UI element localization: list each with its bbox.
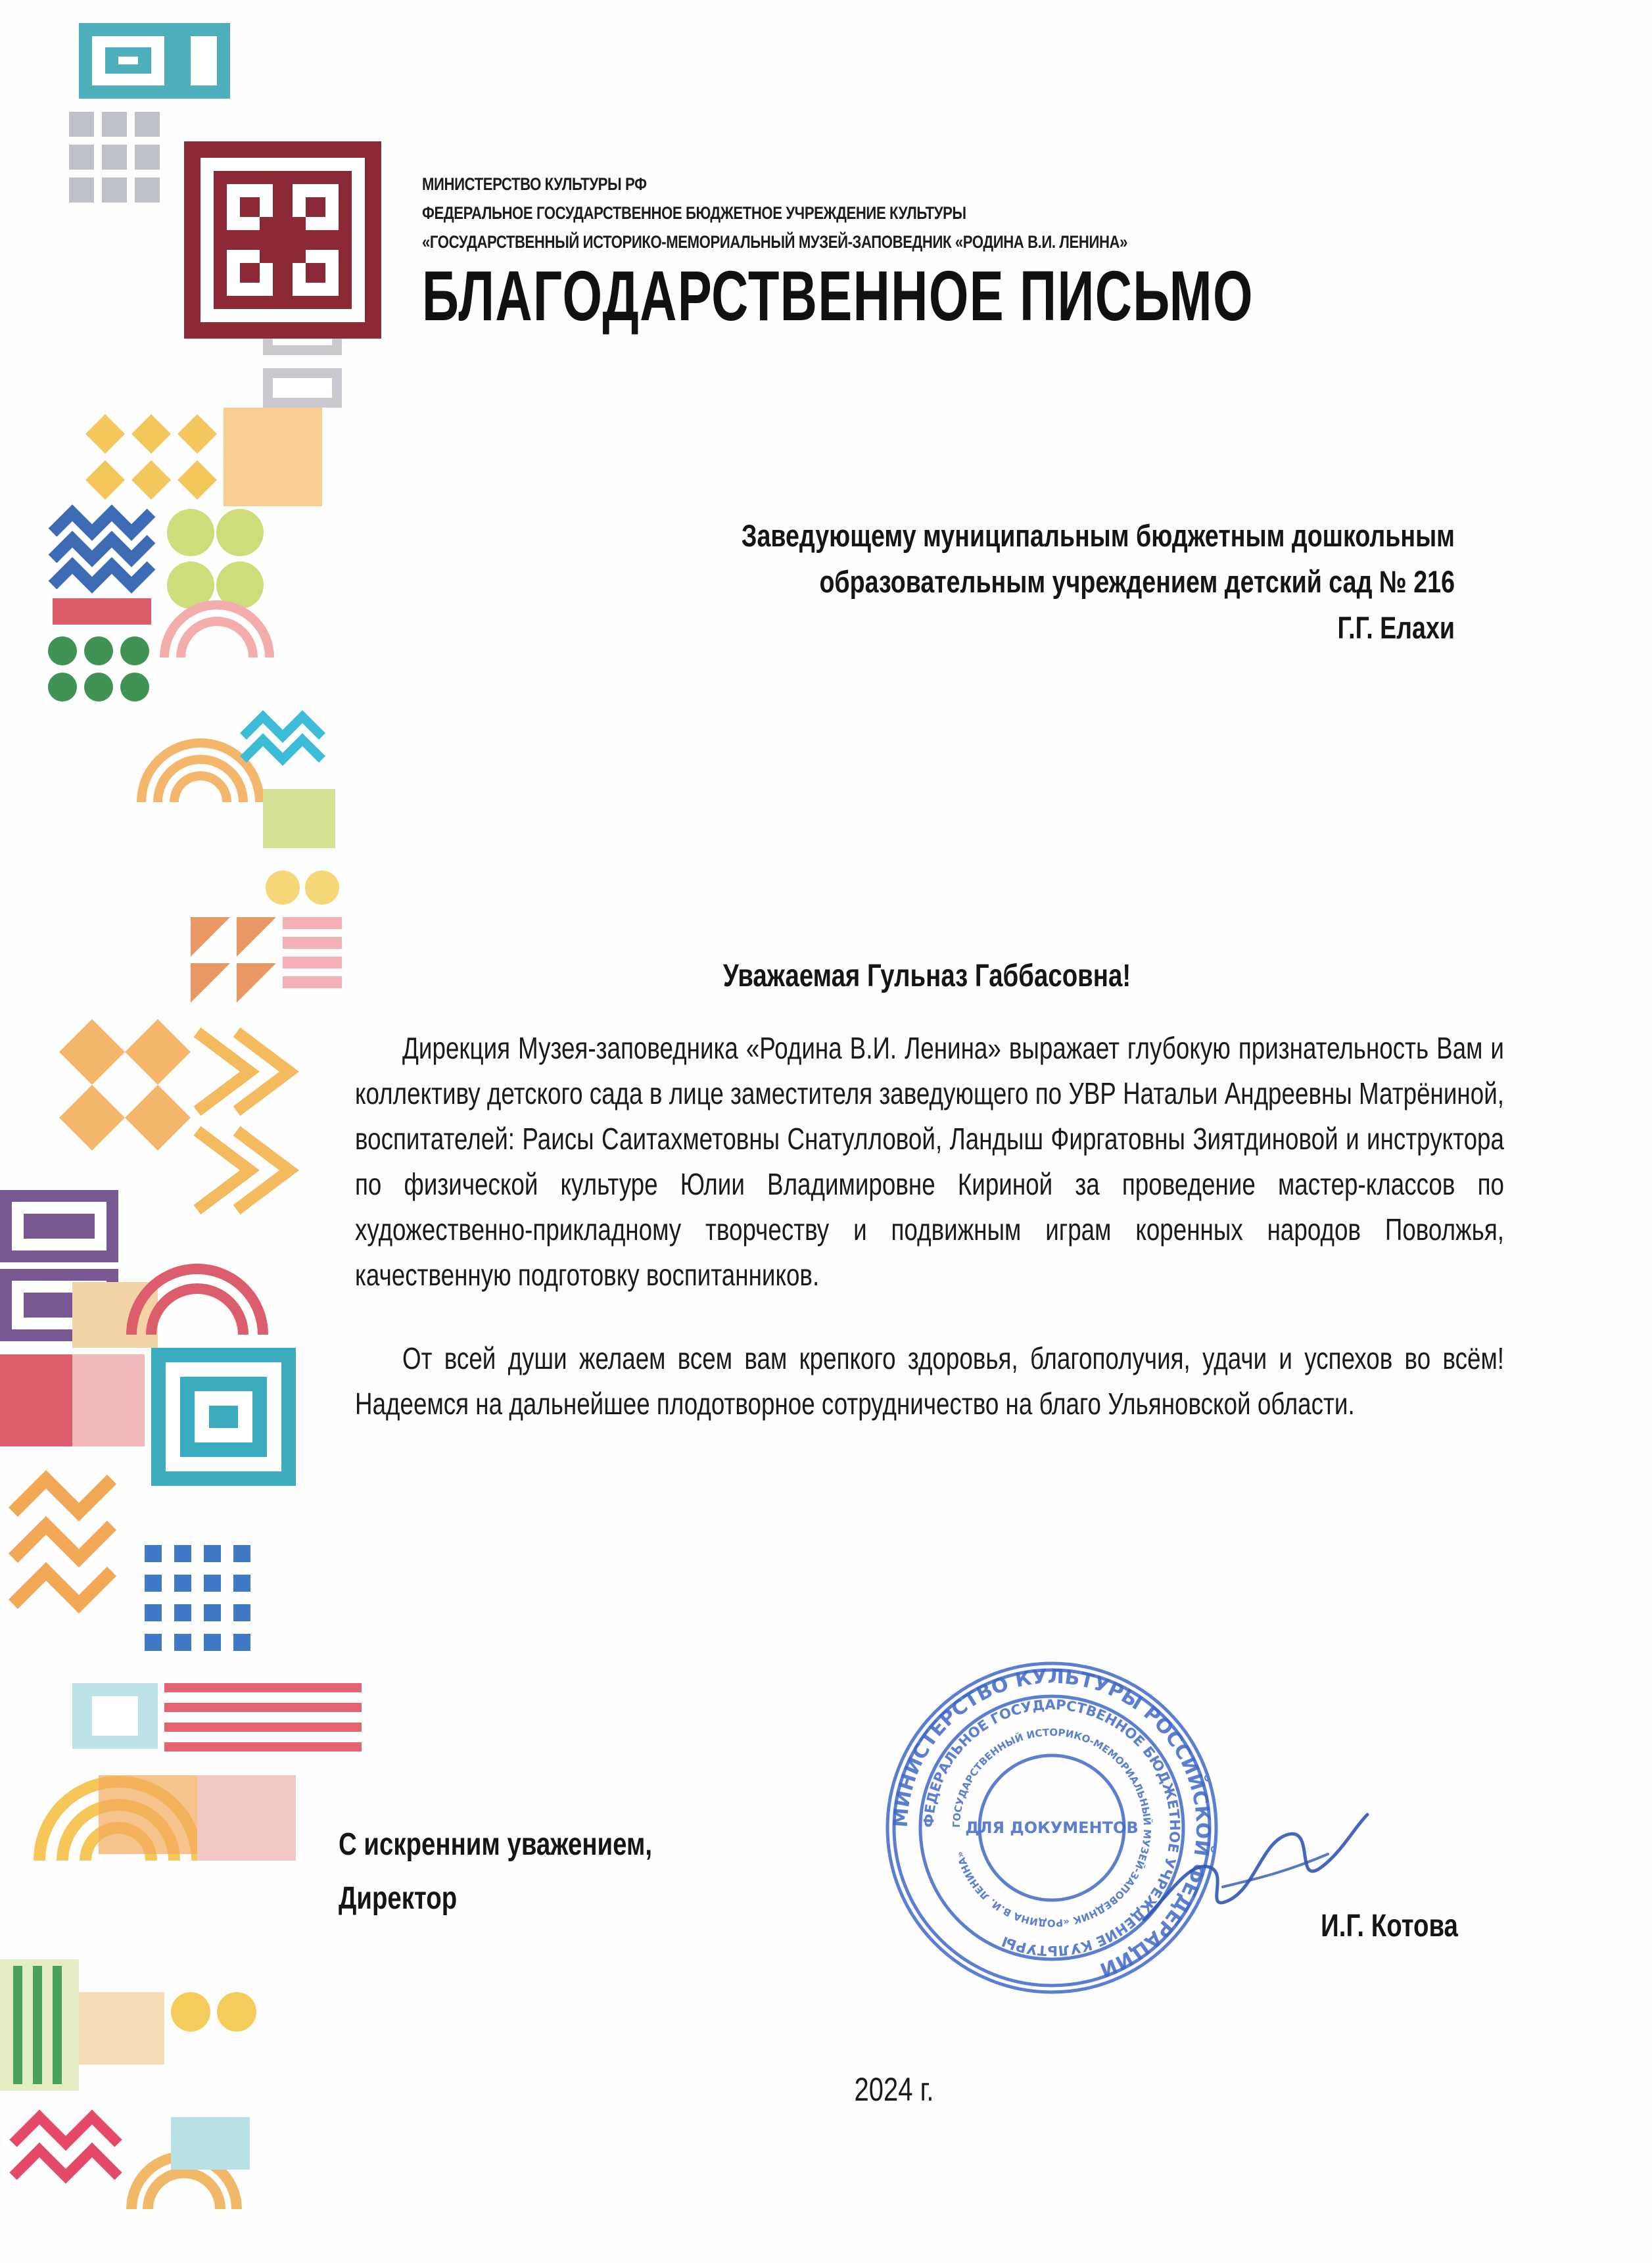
closing-block	[339, 1818, 652, 1926]
addressee-block	[403, 513, 1455, 651]
institution-type: ФЕДЕРАЛЬНОЕ ГОСУДАРСТВЕННОЕ БЮДЖЕТНОЕ УЧРЕЖДЕНИЕ КУЛЬТУРЫ	[422, 203, 966, 223]
stamp-inner-text: ГОСУДАРСТВЕННЫЙ ИСТОРИКО-МЕМОРИАЛЬНЫЙ МУЗЕЙ-ЗАПОВЕДНИК «РОДИНА В.И. ЛЕНИНА»	[950, 1726, 1154, 1930]
stamp-middle-text: ФЕДЕРАЛЬНОЕ ГОСУДАРСТВЕННОЕ БЮДЖЕТНОЕ УЧРЕЖДЕНИЕ КУЛЬТУРЫ	[920, 1696, 1183, 1959]
signer-position: Директор	[339, 1881, 458, 1916]
addressee-line-2: образовательным учреждением детский сад № 216	[819, 564, 1455, 599]
letter-header	[422, 170, 1342, 333]
closing-regards: С искренним уважением,	[339, 1827, 653, 1862]
stamp-center-text: ДЛЯ ДОКУМЕНТОВ	[965, 1819, 1139, 1837]
addressee-line-3: Г.Г. Елахи	[1337, 610, 1455, 645]
body-paragraph-2: От всей души желаем всем вам крепкого здоровья, благополучия, удачи и успехов во всём! Надеемся на дальнейшее плодотворное сотрудничество на благо Ульяновской области.	[355, 1341, 1504, 1421]
ministry-name: МИНИСТЕРСТВО КУЛЬТУРЫ РФ	[422, 174, 647, 194]
stamp-outer-text: МИНИСТЕРСТВО КУЛЬТУРЫ РОССИЙСКОЙ ФЕДЕРАЦИИ	[889, 1665, 1215, 1982]
museum-emblem-logo	[184, 141, 381, 339]
letter-body	[355, 1026, 1504, 1427]
signer-name: И.Г. Котова	[1321, 1909, 1458, 1943]
body-paragraph-1: Дирекция Музея-заповедника «Родина В.И. Ленина» выражает глубокую признательность Вам и коллективу детского сада в лице заместителя заведующего по УВР Натальи Андреевны Матрёниной, воспитателей: Раисы Саитахметовны Снатулловой, Ландыш Фиргатовны Зиятдиновой и инструктора по физической культуре Юлии Владимировне Кириной за проведение мастер-классов по художественно-прикладному творчеству и подвижным играм коренных народов Поволжья, качественную подготовку воспитанников.	[355, 1031, 1504, 1292]
salutation: Уважаемая Гульназ Габбасовна!	[722, 959, 1131, 993]
addressee-line-1: Заведующему муниципальным бюджетным дошкольным	[741, 518, 1455, 553]
institution-name: «ГОСУДАРСТВЕННЫЙ ИСТОРИКО-МЕМОРИАЛЬНЫЙ МУЗЕЙ-ЗАПОВЕДНИК «РОДИНА В.И. ЛЕНИНА»	[422, 232, 1128, 252]
letter-date: 2024 г.	[854, 2071, 934, 2108]
document-title: БЛАГОДАРСТВЕННОЕ ПИСЬМО	[422, 256, 1254, 335]
ornamental-border	[0, 0, 368, 2263]
